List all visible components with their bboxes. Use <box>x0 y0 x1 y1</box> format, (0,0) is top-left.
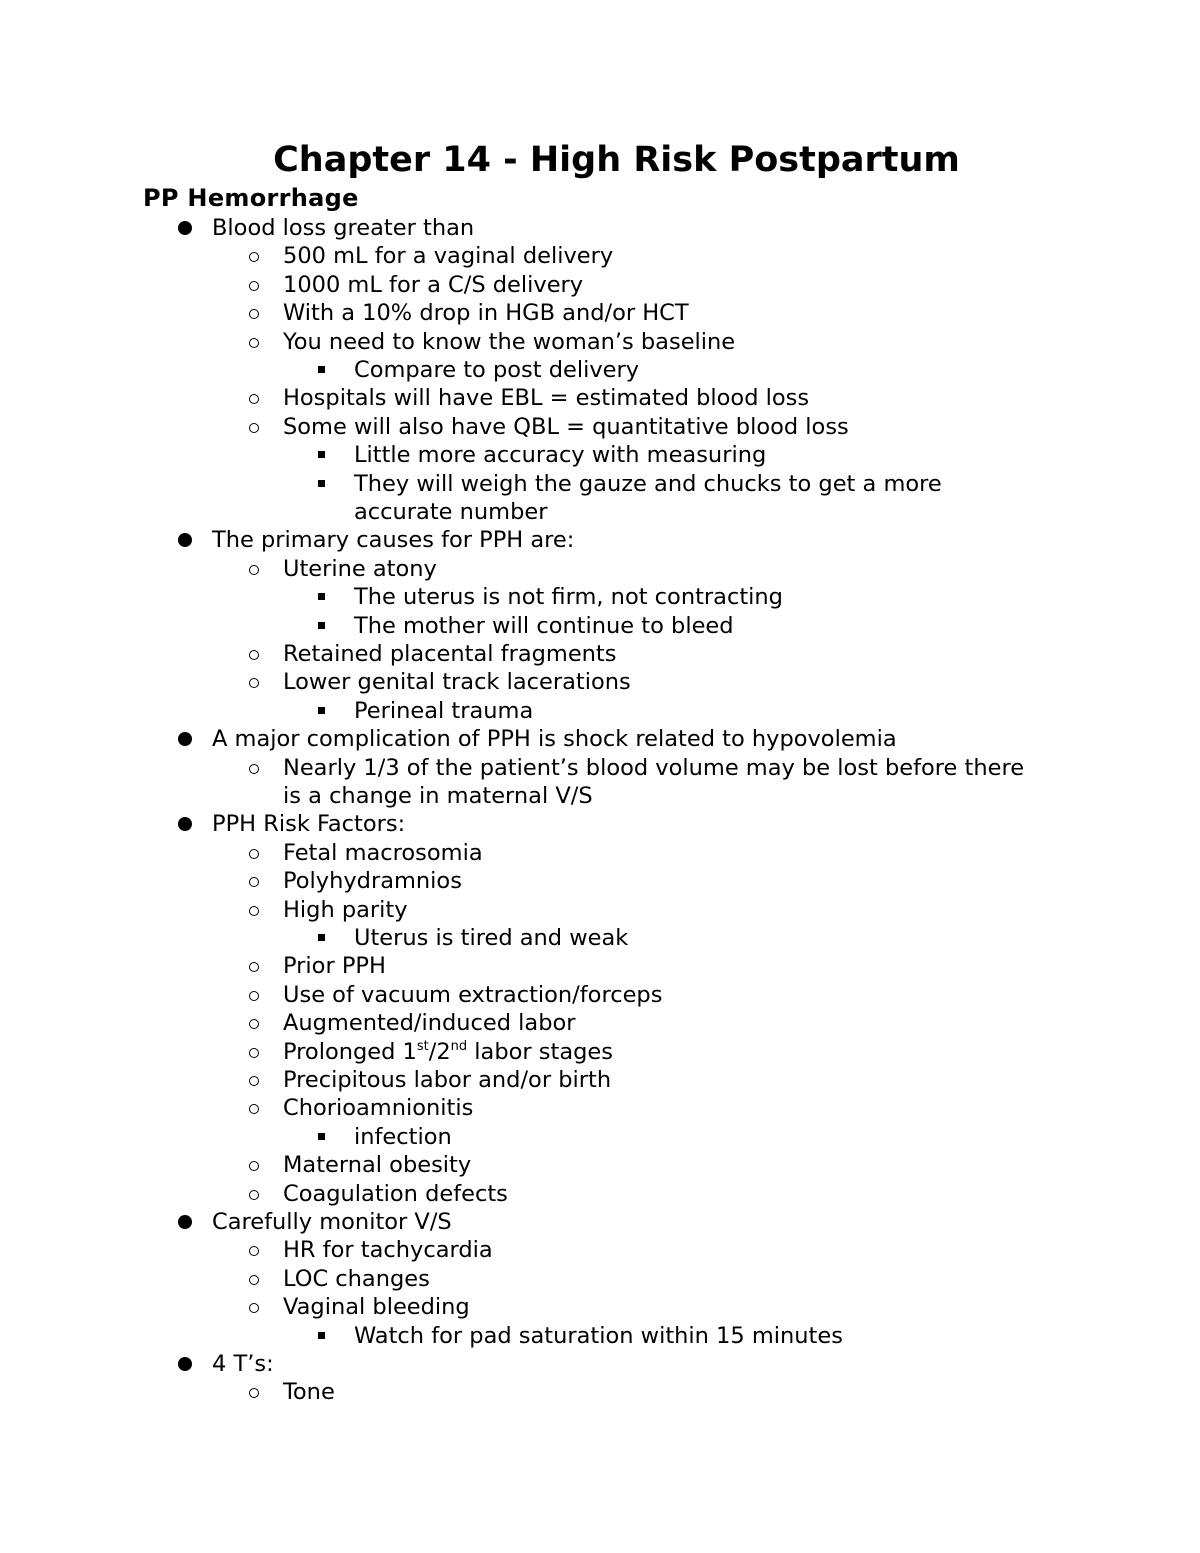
bullet-circle <box>249 1076 259 1086</box>
list-item-text: Nearly 1/3 of the patient’s blood volume may be lost before there <box>283 754 1025 781</box>
list-item-text: PPH Risk Factors: <box>212 811 406 838</box>
list-item-level-2 <box>283 555 437 583</box>
bullet-circle <box>249 1275 259 1285</box>
list-item-level-2 <box>283 299 689 327</box>
list-item-text: 4 T’s: <box>212 1351 274 1377</box>
bullet-square <box>318 451 325 458</box>
list-item-level-2 <box>283 754 1024 782</box>
bullet-disc <box>178 1215 192 1229</box>
list-item-level-2 <box>283 1265 430 1293</box>
bullet-circle <box>249 309 259 319</box>
bullet-circle <box>249 1303 259 1313</box>
list-item-level-3 <box>354 697 533 725</box>
list-item-text: Uterus is tired and weak <box>354 925 629 951</box>
list-item-text: Watch for pad saturation within 15 minutes <box>354 1322 843 1349</box>
bullet-circle <box>249 1246 259 1256</box>
list-item-text: Precipitous labor and/or birth <box>283 1067 612 1093</box>
list-item-level-2 <box>283 952 386 980</box>
list-item-level-2 <box>283 839 483 867</box>
list-item-text: 1000 mL for a C/S delivery <box>283 271 584 298</box>
bullet-circle <box>249 678 259 688</box>
bullet-square <box>318 934 325 941</box>
list-item-text: 500 mL for a vaginal delivery <box>283 243 614 270</box>
bullet-disc <box>178 732 192 746</box>
bullet-square <box>318 707 325 714</box>
bullet-circle <box>249 252 259 262</box>
list-item-level-1 <box>212 1350 274 1378</box>
list-item-level-1 <box>212 725 897 753</box>
list-item-text: Fetal macrosomia <box>283 839 483 866</box>
bullet-disc <box>178 221 192 235</box>
list-item-level-2 <box>283 1236 493 1264</box>
list-item-text: Uterine atony <box>283 555 437 582</box>
bullet-circle <box>249 338 259 348</box>
list-item-text: Use of vacuum extraction/forceps <box>283 981 663 1008</box>
bullet-circle <box>249 281 259 291</box>
list-item-text: You need to know the woman’s baseline <box>283 328 736 355</box>
list-item-text: They will weigh the gauze and chucks to get a more <box>354 470 942 497</box>
list-item-level-1 <box>212 1208 452 1236</box>
list-item-text: accurate number <box>354 499 548 525</box>
bullet-circle <box>249 1048 259 1058</box>
bullet-circle <box>249 565 259 575</box>
list-item-level-2 <box>283 271 583 299</box>
list-item-text: Lower genital track lacerations <box>283 669 631 696</box>
list-item-level-2 <box>283 981 662 1009</box>
bullet-square <box>318 622 325 629</box>
list-item-level-2 <box>283 242 613 270</box>
list-item-text: Coagulation defects <box>283 1180 508 1207</box>
list-item-text: Prior PPH <box>283 953 386 980</box>
bullet-circle <box>249 764 259 774</box>
bullet-circle <box>249 877 259 887</box>
list-item-text: Little more accuracy with measuring <box>354 442 767 469</box>
list-item-level-2 <box>283 1378 335 1406</box>
bullet-circle <box>249 1388 259 1398</box>
list-item-level-3 <box>354 1322 843 1350</box>
bullet-disc <box>178 1357 192 1371</box>
list-item-level-2 <box>283 896 408 924</box>
list-item-text: Augmented/induced labor <box>283 1010 576 1037</box>
list-item-text: High parity <box>283 896 408 923</box>
list-item-level-3 <box>354 1123 452 1151</box>
list-item-text: Some will also have QBL = quantitative blood loss <box>283 413 849 440</box>
bullet-square <box>318 366 325 373</box>
list-item-text: The primary causes for PPH are: <box>212 527 575 554</box>
list-item-text: LOC changes <box>283 1265 430 1292</box>
bullet-circle <box>249 1161 259 1171</box>
list-item-level-2 <box>283 384 809 412</box>
list-item-level-2 <box>283 328 735 356</box>
list-item-level-2 <box>283 1009 576 1037</box>
bullet-circle <box>249 1190 259 1200</box>
list-item-level-2 <box>283 668 631 696</box>
list-item-level-2 <box>283 1180 508 1208</box>
list-item-text: Compare to post delivery <box>354 357 640 383</box>
bullet-circle <box>249 962 259 972</box>
bullet-circle <box>249 394 259 404</box>
bullet-square <box>318 1133 325 1140</box>
list-item-text: Prolonged 1 <box>283 1038 417 1065</box>
list-item-level-3 <box>354 583 783 611</box>
list-item-text: Carefully monitor V/S <box>212 1209 452 1235</box>
list-item-text: Hospitals will have EBL = estimated blood loss <box>283 385 810 412</box>
list-item-level-1 <box>212 214 474 242</box>
bullet-circle <box>249 991 259 1001</box>
bullet-circle <box>249 1019 259 1029</box>
ordinal-superscript: nd <box>450 1038 468 1054</box>
list-item-level-3 <box>354 498 547 526</box>
section-heading: PP Hemorrhage <box>143 184 359 212</box>
list-item-level-2 <box>283 413 849 441</box>
bullet-circle <box>249 423 259 433</box>
list-item-text: is a change in maternal V/S <box>283 783 593 809</box>
list-item-text: Retained placental fragments <box>283 641 617 667</box>
bullet-circle <box>249 1104 259 1114</box>
bullet-circle <box>249 906 259 916</box>
list-item-level-2 <box>283 640 616 668</box>
list-item-text: HR for tachycardia <box>283 1237 493 1264</box>
list-item-text: Perineal trauma <box>354 697 534 724</box>
list-item-level-3 <box>354 441 766 469</box>
list-item-text: Chorioamnionitis <box>283 1095 474 1122</box>
bullet-square <box>318 480 325 487</box>
list-item-text-mid: /2 <box>428 1038 451 1065</box>
list-item-level-2 <box>283 867 462 895</box>
bullet-disc <box>178 817 192 831</box>
list-item-level-2 <box>283 1066 611 1094</box>
list-item-text: Maternal obesity <box>283 1152 472 1179</box>
list-item-text-tail: labor stages <box>467 1038 613 1065</box>
bullet-circle <box>249 650 259 660</box>
list-item-text: Vaginal bleeding <box>283 1294 470 1321</box>
list-item-level-1 <box>212 526 574 554</box>
bullet-square <box>318 1332 325 1339</box>
list-item-text: Tone <box>283 1379 335 1406</box>
bullet-circle <box>249 849 259 859</box>
list-item-text: With a 10% drop in HGB and/or HCT <box>283 300 689 327</box>
list-item-text: The mother will continue to bleed <box>354 612 734 639</box>
page-title: Chapter 14 - High Risk Postpartum <box>273 140 960 180</box>
list-item-text: A major complication of PPH is shock related to hypovolemia <box>212 726 897 753</box>
list-item-level-3 <box>354 470 942 498</box>
list-item-level-1 <box>212 810 405 838</box>
list-item-level-2 <box>283 782 593 810</box>
list-item-level-2 <box>283 1038 613 1066</box>
list-item-level-3 <box>354 356 639 384</box>
list-item-text: The uterus is not firm, not contracting <box>354 584 783 611</box>
list-item-text: infection <box>354 1123 452 1150</box>
list-item-level-2 <box>283 1094 473 1122</box>
list-item-text: Blood loss greater than <box>212 215 475 241</box>
list-item-level-3 <box>354 612 734 640</box>
bullet-square <box>318 593 325 600</box>
list-item-level-3 <box>354 924 628 952</box>
list-item-level-2 <box>283 1151 471 1179</box>
bullet-disc <box>178 533 192 547</box>
ordinal-superscript: st <box>416 1038 429 1054</box>
list-item-text: Polyhydramnios <box>283 868 462 895</box>
list-item-level-2 <box>283 1293 470 1321</box>
